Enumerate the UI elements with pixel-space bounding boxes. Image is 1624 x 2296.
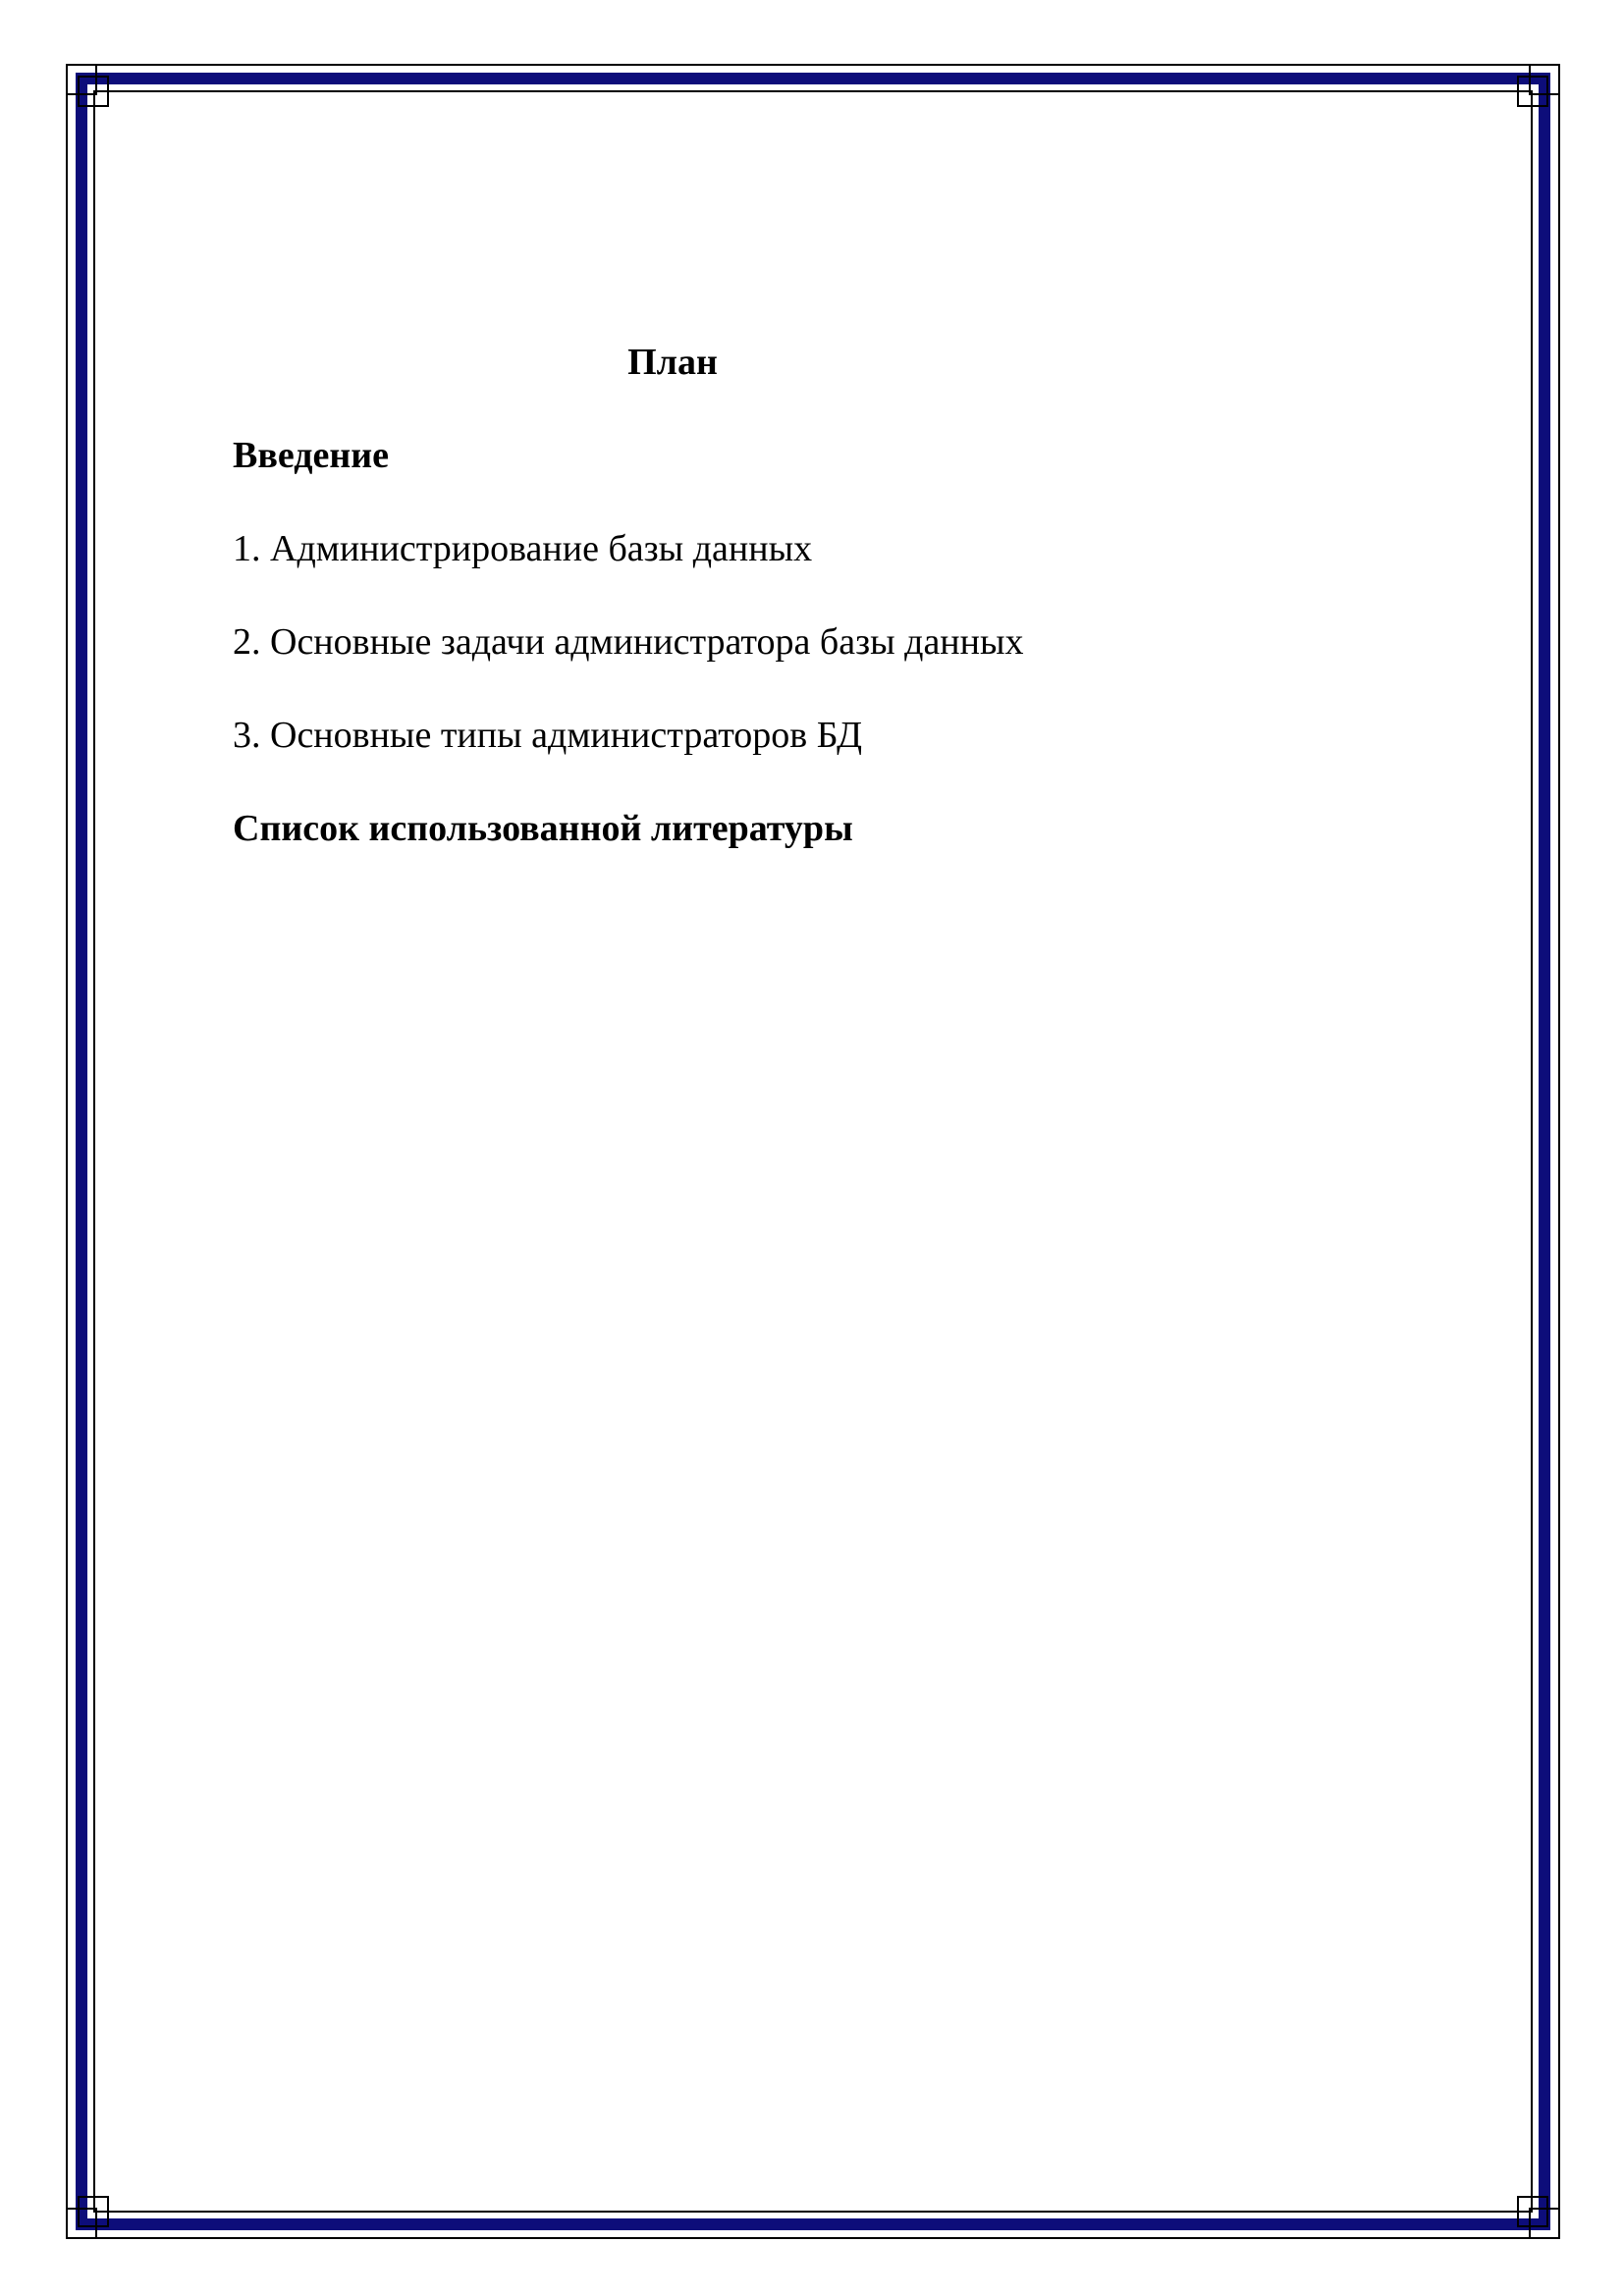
toc-references: Список использованной литературы — [233, 808, 853, 849]
page-title: План — [627, 342, 718, 383]
toc-item: 1. Администрирование базы данных — [233, 528, 813, 569]
toc-item: 3. Основные типы администраторов БД — [233, 715, 863, 756]
toc-item: 2. Основные задачи администратора базы данных — [233, 621, 1024, 663]
toc-intro: Введение — [233, 435, 389, 476]
